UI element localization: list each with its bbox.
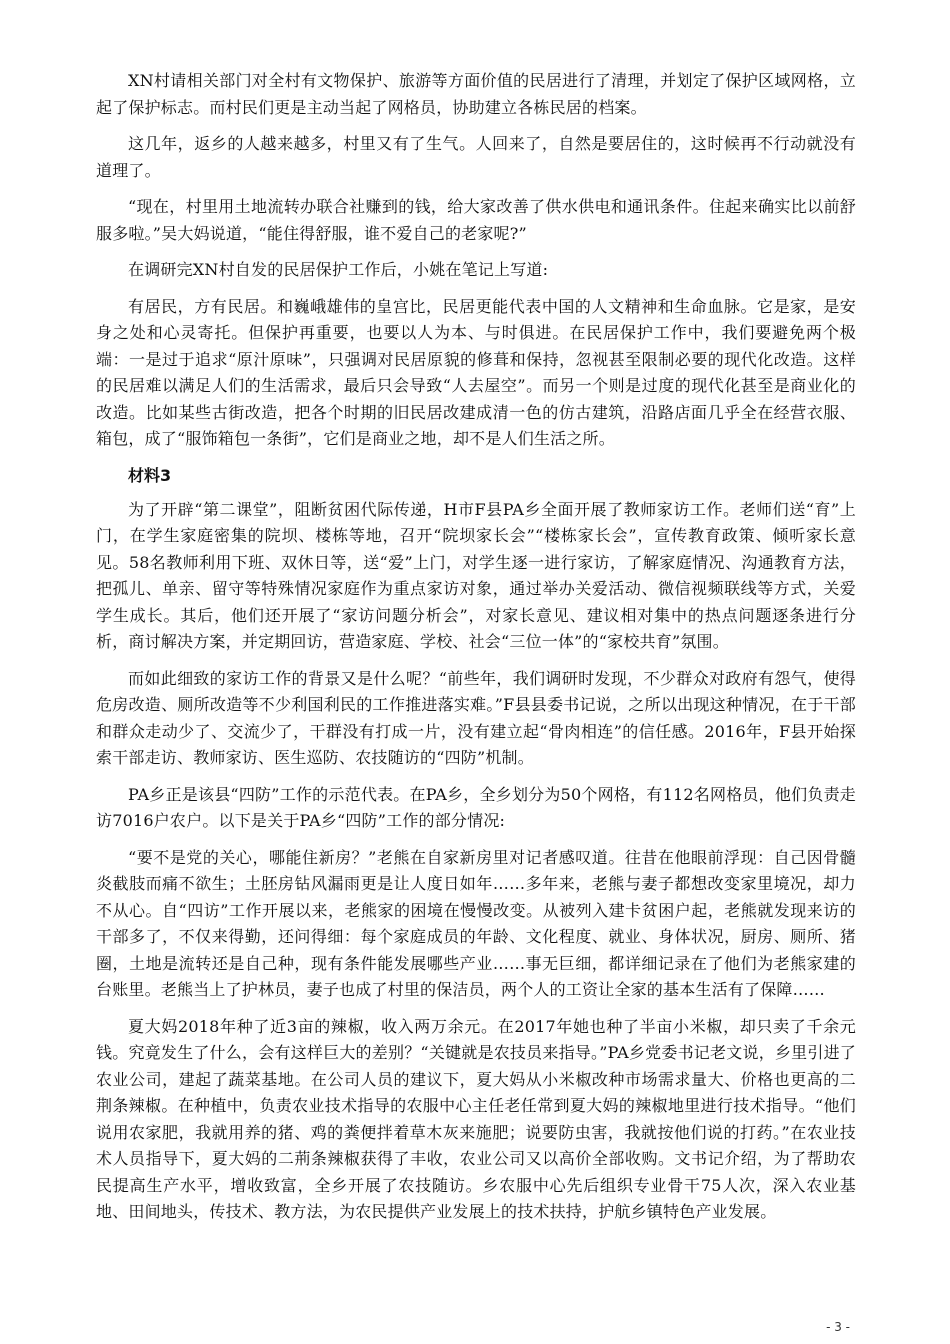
paragraph: 这几年，返乡的人越来越多，村里又有了生气。人回来了，自然是要居住的，这时候再不行动就没有道理了。	[96, 134, 856, 180]
paragraph: 而如此细致的家访工作的背景又是什么呢？“前些年，我们调研时发现，不少群众对政府有怨气，使得危房改造、厕所改造等不少利国利民的工作推进落实难。”F县县委书记说，之所以出现这种情况，在于干部和群众走动少了、交流少了，干群没有打成一片，没有建立起“骨肉相连”的信任感。2016年，F县开始探索干部走访、教师家访、医生巡防、农技随访的“四防”机制。	[96, 668, 856, 767]
paragraph: 夏大妈2018年种了近3亩的辣椒，收入两万余元。在2017年她也种了半亩小米椒，却只卖了千余元钱。究竟发生了什么，会有这样巨大的差别？“关键就是农技员来指导。”PA乡党委书记老文说，乡里引进了农业公司，建起了蔬菜基地。在公司人员的建议下，夏大妈从小米椒改种市场需求量大、价格也更高的二荆条辣椒。在种植中，负责农业技术指导的农服中心主任老任常到夏大妈的辣椒地里进行技术指导。“他们说用农家肥，我就用养的猪、鸡的粪便拌着草木灰来施肥；说要防虫害，我就按他们说的打药。”在农业技术人员指导下，夏大妈的二荊条辣椒获得了丰收，农业公司又以高价全部收购。文书记介绍，为了帮助农民提高生产水平，增收致富，全乡开展了农技随访。乡农服中心先后组织专业骨干75人次，深入农业基地、田间地头，传技术、教方法，为农民提供产业发展上的技术扶持，护航乡镇特色产业发展。	[96, 1016, 856, 1221]
page-number: - 3 -	[826, 1320, 850, 1334]
paragraph: 有居民，方有民居。和巍峨雄伟的皇宫比，民居更能代表中国的人文精神和生命血脉。它是家，是安身之处和心灵寄托。但保护再重要，也要以人为本、与时俱进。在民居保护工作中，我们要避免两个极端：一是过于追求“原汁原味”，只强调对民居原貌的修葺和保持，忽视甚至限制必要的现代化改造。这样的民居难以满足人们的生活需求，最后只会导致“人去屋空”。而另一个则是过度的现代化甚至是商业化的改造。比如某些古街改造，把各个时期的旧民居改建成清一色的仿古建筑，沿路店面几乎全在经营衣服、箱包，成了“服饰箱包一条街”，它们是商业之地，却不是人们生活之所。	[96, 296, 856, 448]
paragraph: 在调研完XN村自发的民居保护工作后，小姚在笔记上写道:	[128, 260, 549, 279]
paragraph: XN村请相关部门对全村有文物保护、旅游等方面价值的民居进行了清理，并划定了保护区域网格，立起了保护标志。而村民们更是主动当起了网格员，协助建立各栋民居的档案。	[96, 71, 856, 117]
paragraph: PA乡正是该县“四防”工作的示范代表。在PA乡，全乡划分为50个网格，有112名网格员，他们负责走访7016户农户。以下是关于PA乡“四防”工作的部分情况:	[96, 784, 856, 830]
document-body	[96, 68, 856, 1236]
paragraph: “要不是党的关心，哪能住新房？”老熊在自家新房里对记者感叹道。往昔在他眼前浮现：自己因骨髓炎截肢而痛不欲生；土胚房钻风漏雨更是让人度日如年……多年来，老熊与妻子都想改变家里境况，却力不从心。自“四访”工作开展以来，老熊家的困境在慢慢改变。从被列入建卡贫困户起，老熊就发现来访的干部多了，不仅来得勤，还问得细：每个家庭成员的年龄、文化程度、就业、身体状况，厨房、厕所、猪圈，土地是流转还是自己种，现有条件能发展哪些产业……事无巨细，都详细记录在了他们为老熊家建的台账里。老熊当上了护林员，妻子也成了村里的保洁员，两个人的工资让全家的基本生活有了保障……	[96, 847, 856, 999]
paragraph: “现在，村里用土地流转办联合社赚到的钱，给大家改善了供水供电和通讯条件。住起来确实比以前舒服多啦。”吴大妈说道，“能住得舒服，谁不爱自己的老家呢?”	[96, 197, 856, 243]
section-heading: 材料3	[128, 465, 172, 485]
paragraph: 为了开辟“第二课堂”，阻断贫困代际传递，H市F县PA乡全面开展了教师家访工作。老师们送“育”上门，在学生家庭密集的院坝、楼栋等地，召开“院坝家长会”“楼栋家长会”，宣传教育政策、倾听家长意见。58名教师利用下班、双休日等，送“爱”上门，对学生逐一进行家访，了解家庭情况、沟通教育方法，把孤儿、单亲、留守等特殊情况家庭作为重点家访对象，通过举办关爱活动、微信视频联线等方式，关爱学生成长。其后，他们还开展了“家访问题分析会”，对家长意见、建议相对集中的热点问题逐条进行分析，商讨解决方案，并定期回访，营造家庭、学校、社会“三位一体”的“家校共育”氛围。	[96, 499, 856, 651]
